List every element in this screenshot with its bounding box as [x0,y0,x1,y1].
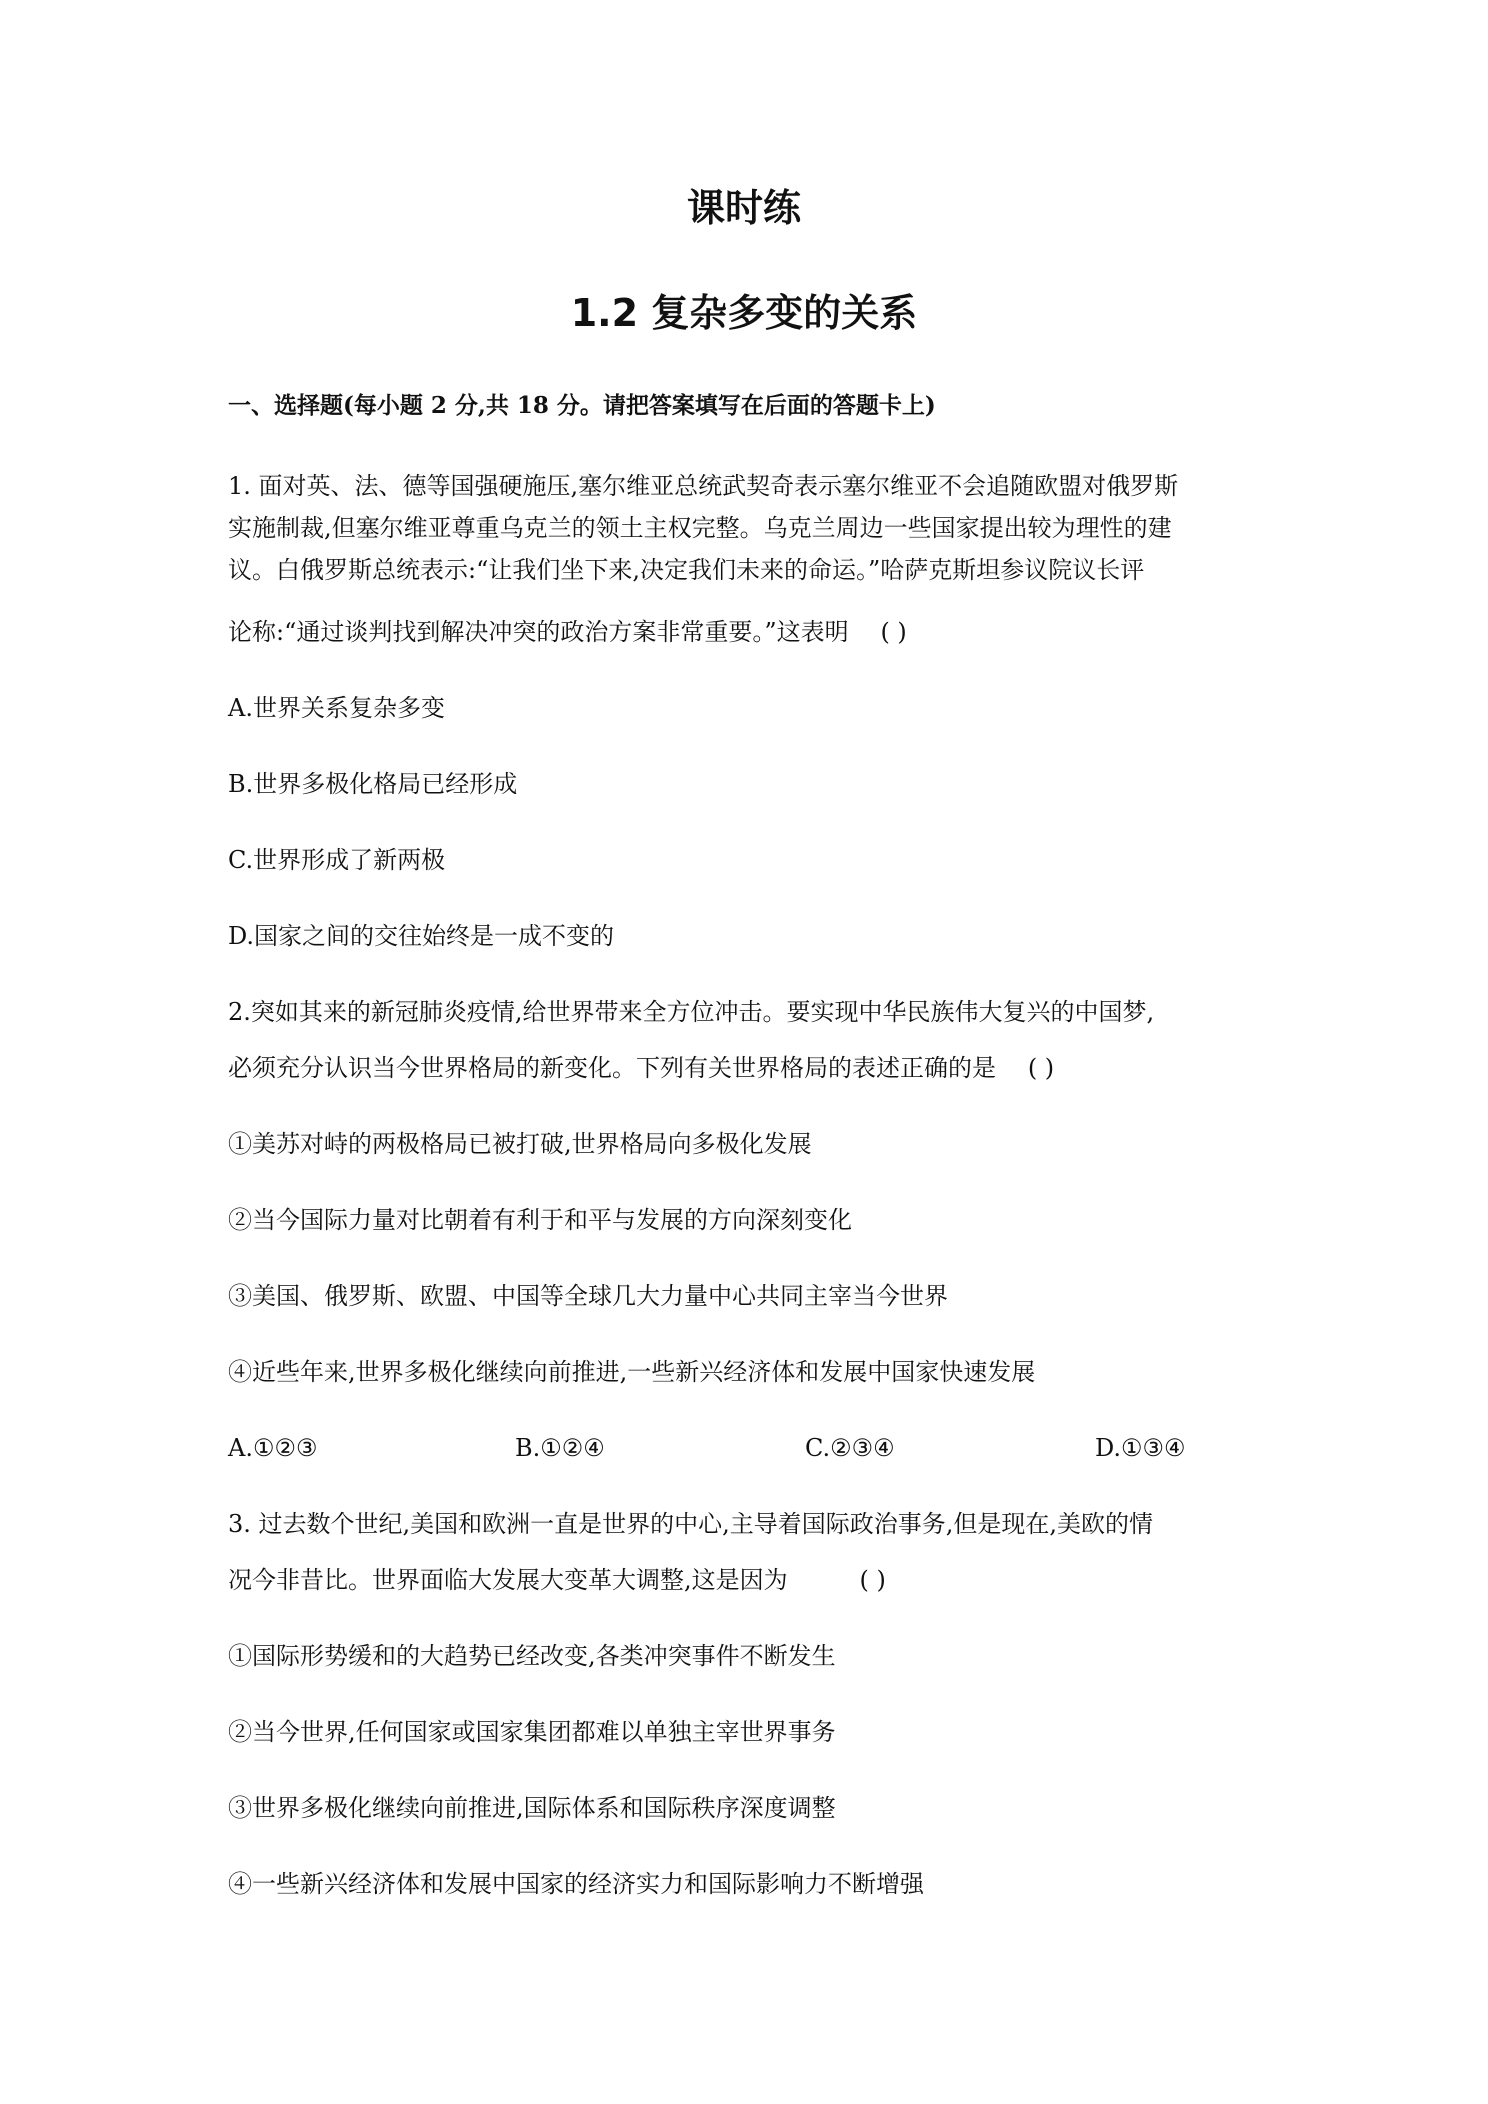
question-2-stem-line-last [228,1050,1268,1086]
lesson-title: 1.2 复杂多变的关系 [570,291,918,335]
statement-1: ①国际形势缓和的大趋势已经改变,各类冲突事件不断发生 [228,1642,836,1670]
question-1-stem-text: 论称:“通过谈判找到解决冲突的政治方案非常重要。”这表明 [228,618,849,646]
choice-c: C.②③④ [805,1434,895,1462]
statement-2: ②当今国际力量对比朝着有利于和平与发展的方向深刻变化 [228,1206,852,1234]
question-1-stem-line: 议。白俄罗斯总统表示:“让我们坐下来,决定我们未来的命运。”哈萨克斯坦参议院议长评 [228,556,1145,584]
answer-blank: ( ) [880,618,907,646]
question-1-stem-line: 实施制裁,但塞尔维亚尊重乌克兰的领土主权完整。乌克兰周边一些国家提出较为理性的建 [228,514,1172,542]
question-2-stem-line: 2.突如其来的新冠肺炎疫情,给世界带来全方位冲击。要实现中华民族伟大复兴的中国梦, [228,998,1155,1026]
choice-d: D.①③④ [1095,1434,1186,1462]
statement-4: ④近些年来,世界多极化继续向前推进,一些新兴经济体和发展中国家快速发展 [228,1358,1036,1386]
question-1-stem-line: 1. 面对英、法、德等国强硬施压,塞尔维亚总统武契奇表示塞尔维亚不会追随欧盟对俄罗斯 [228,472,1179,500]
question-3-stem-line-last [228,1562,1268,1598]
statement-3: ③世界多极化继续向前推进,国际体系和国际秩序深度调整 [228,1794,836,1822]
section-heading: 一、选择题(每小题 2 分,共 18 分。请把答案填写在后面的答题卡上) [228,392,936,419]
question-3-stem-line: 3. 过去数个世纪,美国和欧洲一直是世界的中心,主导着国际政治事务,但是现在,美欧的情 [228,1510,1154,1538]
option-b: B.世界多极化格局已经形成 [228,770,518,798]
option-a: A.世界关系复杂多变 [228,694,445,722]
choice-a: A.①②③ [228,1434,318,1462]
question-1-stem-line-last [228,614,1268,650]
question-2-stem-text: 必须充分认识当今世界格局的新变化。下列有关世界格局的表述正确的是 [228,1054,996,1082]
answer-blank: ( ) [1027,1054,1055,1082]
statement-3: ③美国、俄罗斯、欧盟、中国等全球几大力量中心共同主宰当今世界 [228,1282,948,1310]
statement-4: ④一些新兴经济体和发展中国家的经济实力和国际影响力不断增强 [228,1870,924,1898]
option-c: C.世界形成了新两极 [228,846,446,874]
statement-2: ②当今世界,任何国家或国家集团都难以单独主宰世界事务 [228,1718,836,1746]
answer-blank: ( ) [859,1566,886,1594]
page-title: 课时练 [686,186,801,230]
option-d: D.国家之间的交往始终是一成不变的 [228,922,615,950]
choice-b: B.①②④ [515,1434,605,1462]
statement-1: ①美苏对峙的两极格局已被打破,世界格局向多极化发展 [228,1130,812,1158]
question-3-stem-text: 况今非昔比。世界面临大发展大变革大调整,这是因为 [228,1566,788,1594]
